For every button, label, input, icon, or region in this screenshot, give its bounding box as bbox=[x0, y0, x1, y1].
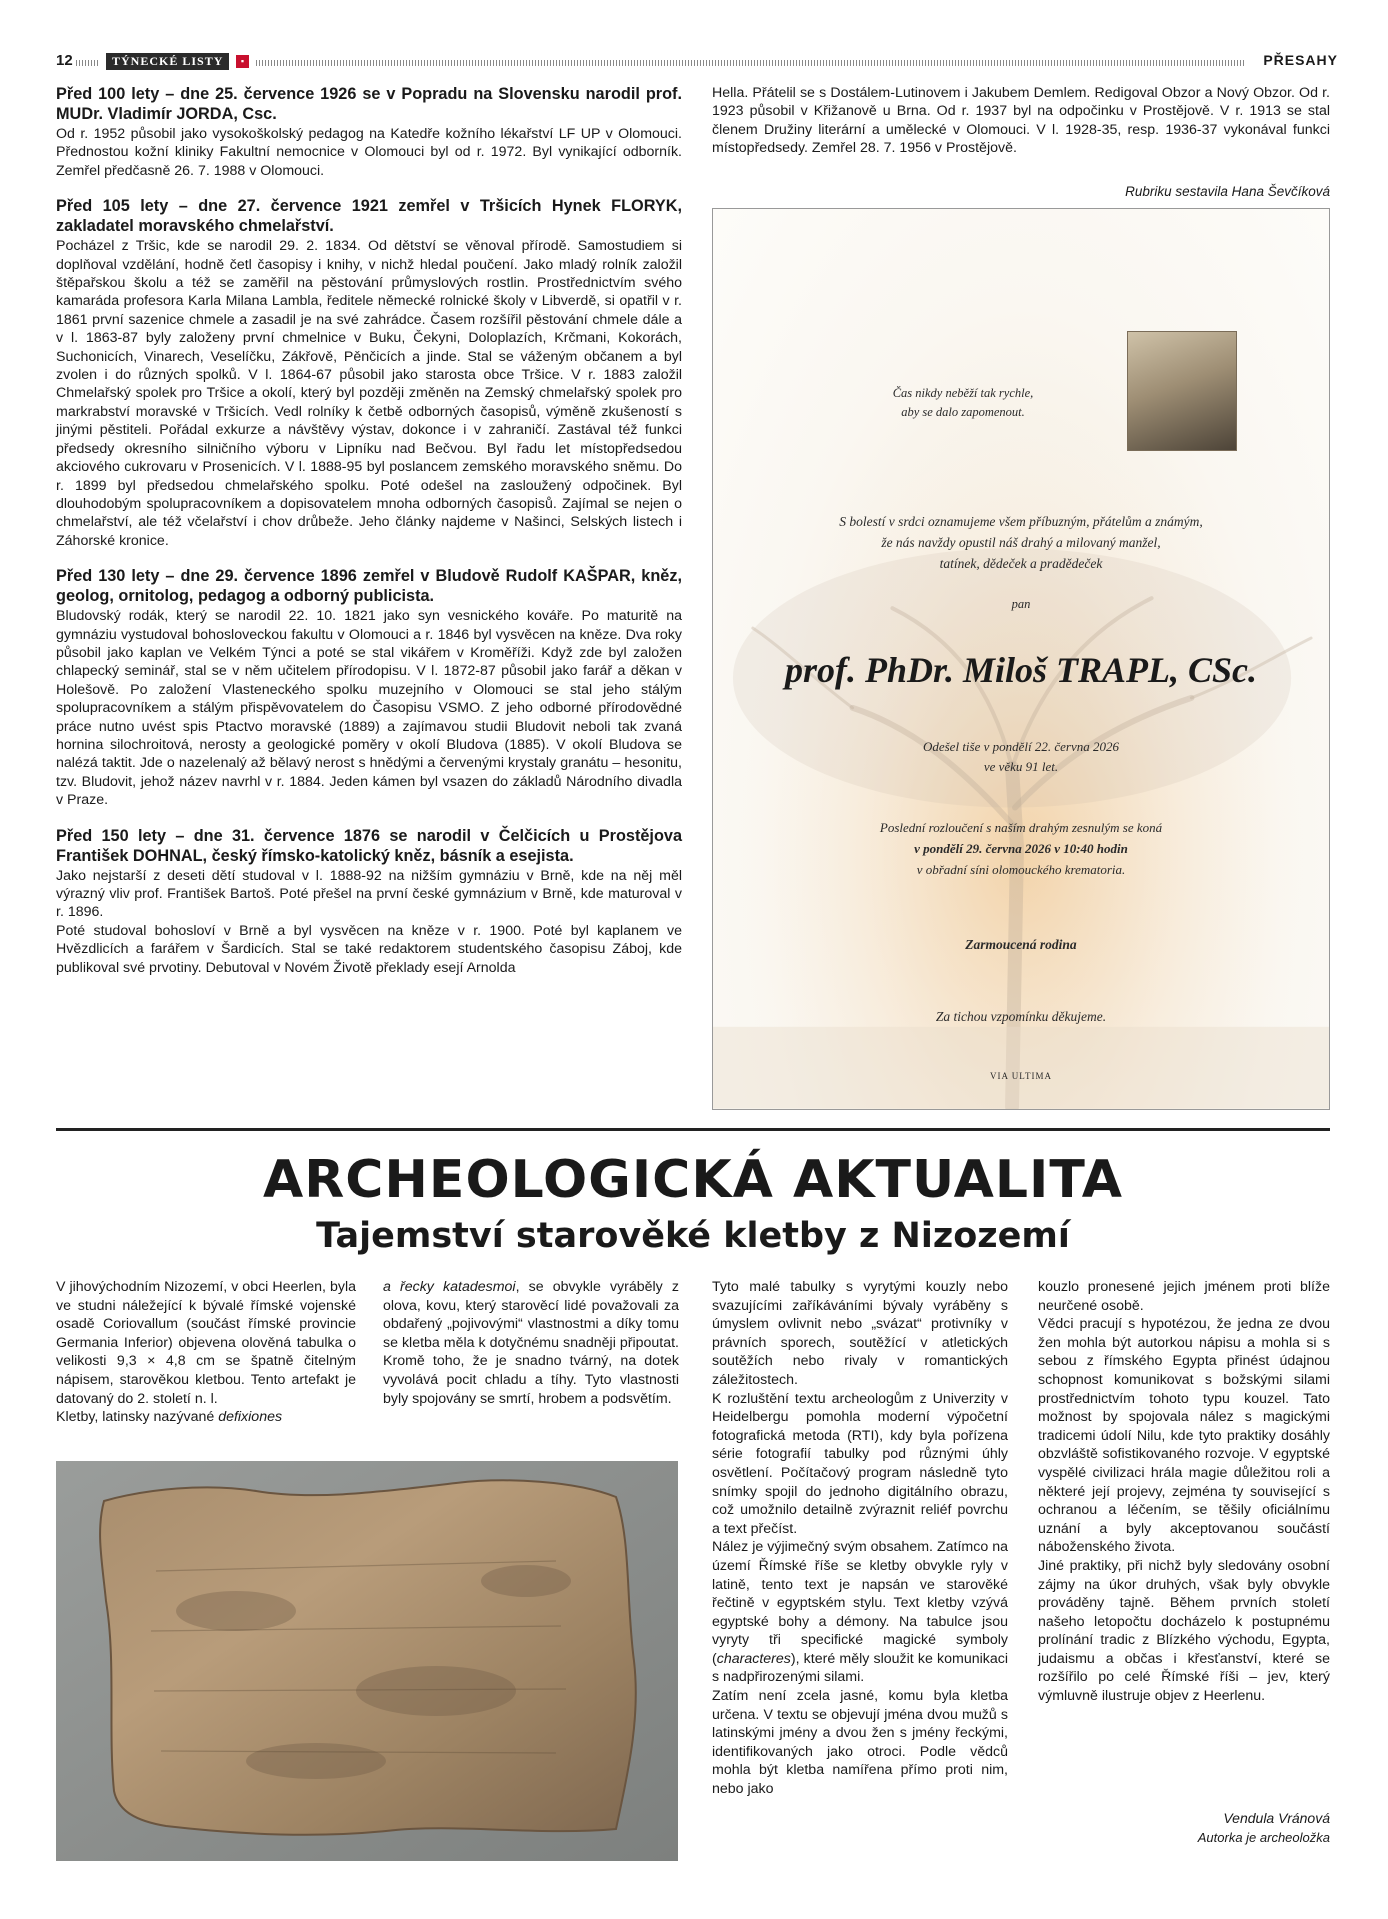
quote-line: aby se dalo zapomenout. bbox=[901, 405, 1025, 419]
article-column-2 bbox=[383, 1278, 679, 1408]
continuation-text: Hella. Přátelil se s Dostálem-Lutinovem i Jakubem Demlem. Redigoval Obzor a Nový Obzor. Od r. 1923 působil v Křižanově u Brna. Od r. 1937 byl na odpočinku v Prostějově. V r. 1913 se stal členem Družiny literární a umělecké v Olomouci. V l. 1928-35, resp. 1936-37 vykonával funkci místopředsedy. Zemřel 28. 7. 1956 v Prostějově. bbox=[712, 85, 1330, 157]
article-italic-term: a řecky katadesmoi bbox=[383, 1279, 516, 1295]
obituary-title-word: pan bbox=[1011, 597, 1031, 611]
anniversary-heading: Před 130 lety – dne 29. července 1896 zemřel v Bludově Rudolf KAŠPAR, kněz, geolog, ornitolog, pedagog a odborný publicista. bbox=[56, 567, 682, 606]
article-author-role: Autorka je archeoložka bbox=[1197, 1830, 1330, 1845]
anniversary-body: Jako nejstarší z deseti dětí studoval v l. 1888-92 na nižším gymnáziu v Brně, kde na něj měl výrazný vliv prof. František Bartoš. Poté přešel na první české gymnázium v Brně, kde maturoval v r. 1896. bbox=[56, 867, 682, 921]
obituary-message bbox=[713, 511, 1329, 574]
article-paragraph: K rozluštění textu archeologům z Univerzity v Heidelbergu pomohla moderní výpočetní fotografická metoda (RTI), kdy byla pořízena série fotografií tabulky pod různými úhly osvětlení. Počítačový program následně tyto snímky spojil do jednoho digitálního obrazu, což umožnilo detailně zvýraznit reliéf povrchu a text přečíst. bbox=[712, 1390, 1008, 1537]
ceremony-line: v obřadní síni olomouckého krematoria. bbox=[916, 862, 1126, 877]
anniversary-body: Bludovský rodák, který se narodil 22. 10. 1821 jako syn vesnického kováře. Po maturitě na gymnáziu vystudoval bohosloveckou fakultu v Olomouci a r. 1846 byl vysvěcen na kněze. Dva roky působil jako kaplan ve Velkém Týnci a poté se stal vikářem v Kroměříži. Když zde byl založen chlapecký seminář, stal se v něm učitelem přírodopisu. V l. 1872-87 působil jako farář a děkan v Holešově. Po založení Vlasteneckého spolku muzejního v Olomouci se stal jeho stálým spolupracovníkem a stálým přispěvovatelem do Časopisu VSMO. Z jeho odborné přírodovědné práce nutno uvést spis Ptactvo moravské (1889) a zajímavou studii Bludovit neboli tak zvaná hornina silochroitová, nerosty a geologické poměry v okolí Bludova (1885). V okolí Bludova se nalézá taktit. Jde o nazelenalý až bělavý nerost s hnědými a červenými krystaly granátu – hesonitu, tzv. Bludovit, jehož název navrhl v r. 1884. Jeden kámen byl vsazen do základů Národního divadla v Praze. bbox=[56, 608, 682, 809]
funeral-agency-name: VIA ULTIMA bbox=[990, 1071, 1052, 1081]
article-paragraph bbox=[56, 1408, 356, 1427]
article-column-4 bbox=[1038, 1278, 1330, 1706]
deceased-name: prof. PhDr. Miloš TRAPL, CSc. bbox=[784, 650, 1258, 690]
anniversary-continuation bbox=[712, 84, 1330, 158]
message-line: tatínek, dědeček a pradědeček bbox=[939, 556, 1103, 571]
article-column-1 bbox=[56, 1278, 356, 1427]
article-text: , se obvykle vyráběly z olova, kovu, který starověcí lidé považovali za obdařený „pojivovými“ vlastnostmi a díky tomu se kletba měla k dotyčnému snadněji připoutat. Kromě toho, že je snadno tvárný, na dotek vyvolává pocit chladu a tíhy. Tyto vlastnosti byly spojovány se smrtí, hrobem a podsvětím. bbox=[383, 1279, 679, 1407]
article-paragraph bbox=[383, 1278, 679, 1408]
masthead-emblem-icon: ▪ bbox=[236, 55, 249, 68]
obituary-death-info bbox=[713, 737, 1329, 777]
section-divider bbox=[56, 1128, 1330, 1131]
lead-curse-tablet-photo bbox=[56, 1461, 678, 1861]
header-dots bbox=[256, 60, 1246, 66]
article-paragraph: Zatím není zcela jasné, komu byla kletba určena. V textu se objevují jména dvou mužů s latinskými jmény a dvou žen s jmény řeckými, identifikovaných jako otroci. Podle vědců mohla být kletba namířena přímo proti nim, nebo jako bbox=[712, 1688, 1008, 1798]
message-line: S bolestí v srdci oznamujeme všem příbuzným, přátelům a známým, bbox=[839, 514, 1203, 529]
ceremony-line: v pondělí 29. června 2026 v 10:40 hodin bbox=[914, 841, 1128, 856]
lead-tablet-image bbox=[56, 1461, 678, 1861]
anniversary-heading: Před 100 lety – dne 25. července 1926 se v Popradu na Slovensku narodil prof. MUDr. Vladimír JORDA, Csc. bbox=[56, 85, 682, 123]
article-paragraph: V jihovýchodním Nizozemí, v obci Heerlen, byla ve studni náležející k bývalé římské vojenské osadě Coriovallum (součást římské provincie Germania Inferior) objevena olověná tabulka o velikosti 9,3 × 4,8 cm se špatně čitelným nápisem, starověkou kletbou. Tento artefakt je datovaný do 2. století n. l. bbox=[56, 1279, 356, 1407]
obituary-ceremony-info bbox=[713, 817, 1329, 880]
obituary-notice bbox=[712, 208, 1330, 1110]
page-number: 12 bbox=[56, 52, 73, 69]
article-text: Kletby, latinsky nazývané bbox=[56, 1409, 219, 1426]
article-column-3 bbox=[712, 1278, 1008, 1799]
obituary-family: Zarmoucená rodina bbox=[965, 937, 1077, 952]
anniversary-body: Od r. 1952 působil jako vysokoškolský pedagog na Katedře kožního lékařství LF UP v Olomouci. Přednostou kožní kliniky Fakultní nemocnice v Olomouci byl od r. 1972. Byl vynikající odborník. Zemřel předčasně 26. 7. 1988 v Olomouci. bbox=[56, 126, 682, 179]
article-paragraph: Tyto malé tabulky s vyrytými kouzly nebo svazujícími zaříkáváními bývaly vyráběny s úmyslem ovlivnit nebo „svázat“ protivníky v právních sporech, soutěžící v atletických soutěžích nebo rivaly v romantických záležitostech. bbox=[712, 1279, 1008, 1388]
article-text: ), které měly sloužit ke komunikaci s nadpřirozenými silami. bbox=[712, 1650, 1008, 1686]
obituary-thanks: Za tichou vzpomínku děkujeme. bbox=[935, 1009, 1107, 1024]
article-italic-term: characteres bbox=[716, 1650, 791, 1667]
quote-line: Čas nikdy neběží tak rychle, bbox=[892, 386, 1034, 400]
ceremony-line: Poslední rozloučení s naším drahým zesnulým se koná bbox=[879, 820, 1163, 835]
article-italic-term: defixiones bbox=[218, 1409, 283, 1426]
archeo-section-title: ARCHEOLOGICKÁ AKTUALITA bbox=[262, 1150, 1124, 1210]
article-text: Nález je výjimečný svým obsahem. Zatímco na území Římské říše se kletby obvykle ryly v latině, tento text je napsán ve starověké řečtině v egyptském stylu. Text kletby vzývá egyptské bohy a démony. Na tabulce jsou vyryty tři specifické magické symboly ( bbox=[712, 1539, 1008, 1667]
article-author: Vendula Vránová bbox=[1223, 1810, 1330, 1826]
header-dots-left bbox=[76, 60, 100, 66]
article-paragraph bbox=[712, 1538, 1008, 1687]
archeo-article-title: Tajemství starověké kletby z Nizozemí bbox=[316, 1216, 1070, 1256]
section-name: PŘESAHY bbox=[1263, 52, 1338, 68]
anniversary-heading: Před 150 lety – dne 31. července 1876 se narodil v Čelčicích u Prostějova František DOHNAL, český římsko-katolický kněz, básník a esejista. bbox=[56, 826, 682, 865]
deceased-portrait-photo bbox=[1127, 331, 1237, 451]
column-credit: Rubriku sestavila Hana Ševčíková bbox=[1125, 184, 1330, 199]
anniversary-body: Poté studoval bohosloví v Brně a byl vysvěcen na kněze v r. 1900. Poté byl kaplanem ve Hvězdlicích a farářem v Šardicích. Stal se také redaktorem studentského časopisu Záboj, kde publikoval své prvotiny. Debutoval v Novém Životě překlady esejí Arnolda bbox=[56, 922, 682, 976]
death-line: ve věku 91 let. bbox=[983, 759, 1059, 774]
anniversaries-column bbox=[56, 84, 682, 977]
page-header bbox=[56, 52, 1338, 74]
anniversary-body: Pocházel z Tršic, kde se narodil 29. 2. 1834. Od dětství se věnoval přírodě. Samostudiem si doplňoval vzdělání, hodně četl časopisy i knihy, v nichž hledal poučení. Jako mladý rolník založil štěpařskou školu a též se zaměřil na pěstování průmyslových rostlin. Prostřednictvím svého kamaráda profesora Karla Milana Lambla, ředitele německé rolnické školy v Libverdě, si opatřil v r. 1861 první sazenice chmele a zasadil je na své zahrádce. Časem rozšířil pěstování chmele dále a v l. 1863-87 byly založeny první chmelnice v Buku, Čekyni, Doloplazích, Krčmani, Kokorách, Suchonicích, Vinarech, Veselíčku, Zákřově, Pěnčicích a jinde. Stal se váženým občanem a byl zvolen i do různých spolků. V l. 1864-67 působil jako starosta obce Tršice. V r. 1883 založil Chmelařský spolek pro Tršice a okolí, který byl později změněn na Zemský chmelařský spolek pro markrabství moravské v Tršicích. Vedl rolníky k četbě odborných časopisů, výměně zkušeností s jinými pěstiteli. Pořádal exkurze a návštěvy výstav, dokonce i v zahraničí. Zastával též funkci předsedy okresního silničního výboru v Lipníku nad Bečvou. Byl řadu let místopředsedou akciového cukrovaru v Prosenicích. V l. 1888-95 byl poslancem zemského moravského sněmu. Do r. 1899 byl předsedou chmelařského spolku. Poté odešel na zasloužený odpočinek. Byl dlouhodobým spolupracovníkem a dopisovatelem mnoha odborných časopisů. Zajímal se nejen o chmelařství, ale též včelařství i chov drůbeže. Jeho články najdeme v Našinci, Selských listech i Záhorské kronice. bbox=[56, 238, 682, 549]
article-paragraph: kouzlo pronesené jejich jménem proti blíže neurčené osobě. bbox=[1038, 1279, 1330, 1314]
anniversary-heading: Před 105 lety – dne 27. července 1921 zemřel v Tršicích Hynek FLORYK, zakladatel moravského chmelařství. bbox=[56, 197, 682, 236]
obituary-quote bbox=[833, 384, 1093, 422]
message-line: že nás navždy opustil náš drahý a milovaný manžel, bbox=[881, 535, 1161, 550]
article-paragraph: Vědci pracují s hypotézou, že jedna ze dvou žen mohla být autorkou nápisu a mohla si s sebou z římského Egypta přinést údajnou schopnost komunikovat s božskými silami prostřednictvím tohoto typu kouzel. Tato možnost by spojovala nález s magickými tradicemi údolí Nilu, kde tyto praktiky dosáhly obzvláště sofistikovaného rozvoje. V egyptské vyspělé civilizaci hrála magie důležitou roli a některé její projevy, zejména ty související s ochranou a léčením, se těšily oficiálnímu uznání a byly akceptovanou součástí náboženského života. bbox=[1038, 1316, 1330, 1556]
death-line: Odešel tiše v pondělí 22. června 2026 bbox=[922, 739, 1120, 754]
masthead-logo: TÝNECKÉ LISTY bbox=[106, 53, 229, 70]
article-paragraph: Jiné praktiky, při nichž byly sledovány osobní zájmy na úkor druhých, však byly obvykle prováděny tajně. Během prvních století našeho letopočtu docházelo k postupnému prolínání tradic z Blízkého východu, Egypta, judaismu a občas i křesťanství, které se rozšířilo po celé Římské říši – jev, který výmluvně ilustruje objev z Heerlenu. bbox=[1038, 1557, 1330, 1705]
